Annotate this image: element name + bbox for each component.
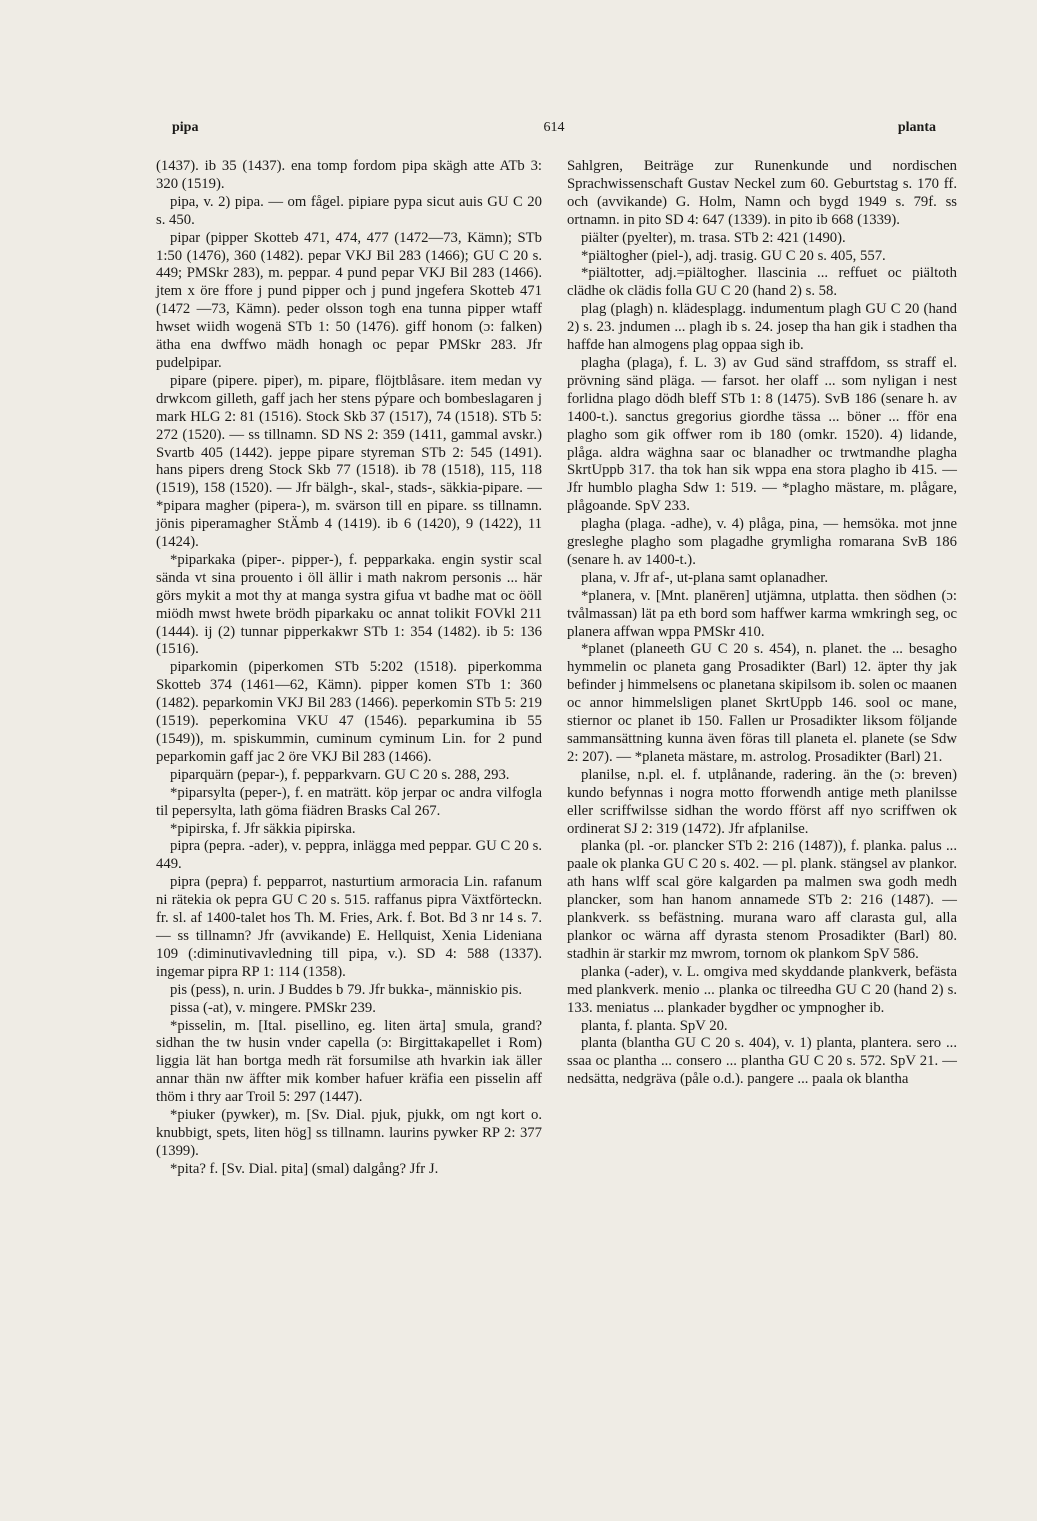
entry: *planet (planeeth GU C 20 s. 454), n. planet. the ... besagho hymmelin oc planeta gang Prosadikter (Barl) 12. äpter thy jak befinder j himmelsens oc planetana skipilsom ib. solen oc maanen oc annor himmelsligen planet SkrtUppb 146. sool oc mane, stiernor oc planet ib 150. Fallen ur Prosadikter liksom följande sammansättning kunna även föras till planeta el. planete (se Sdw 2: 207). — *planeta mästare, m. astrolog. Prosadikter (Barl) 21. — [567, 641, 957, 765]
page-header — [172, 120, 936, 142]
entry: pis (pess), n. urin. J Buddes b 79. Jfr bukka-, människio pis. — [170, 981, 523, 998]
entry: *pipirska, f. Jfr säkkia pipirska. — [170, 820, 356, 837]
entry: pipare (pipere. piper), m. pipare, flöjtblåsare. item medan vy drwkcom gilleth, gaff jach her stens pýpare och bombeslagaren j mark HLG 2: 81 (1516). Stock Skb 37 (1517), 74 (1518). STb 5: 272 (1520). — ss tillnamn. SD NS 2: 359 (1411, gammal avskr.) Svartb 405 (1442). jeppe pipare styreman STb 2: 545 (1491). hans pipers dreng Stock Skb 77 (1518). ib 78 (1518), 115, 118 (1519), 158 (1520). — Jfr bälgh-, skal-, stads-, säkkia-pipare. — *pipara magher (pipera-), m. svärson till en pipare. ss tillnamn. jönis piperamagher StÄmb 4 (1419). ib 6 (1420), 9 (1422), 11 (1424). — [156, 372, 542, 551]
entry: planta (blantha GU C 20 s. 404), v. 1) planta, plantera. sero ... ssaa oc plantha ... consero ... plantha GU C 20 s. 572. SpV 21. — nedsätta, nedgräva (påle o.d.). pangere ... paala ok blantha — [567, 1035, 957, 1088]
entry: plag (plagh) n. klädesplagg. indumentum plagh GU C 20 (hand 2) s. 23. jndumen ... plagh ib s. 24. josep tha han gik i stadhen tha haffde han almogens plag oppaa sigh ib. — [567, 301, 957, 354]
entry: *planera, v. [Mnt. planēren] utjämna, utplatta. then södhen (ɔ: tvålmassan) lät pa eth bord som haffwer karma wmkringh seg, oc planera affwan wppa PMSkr 410. — [567, 587, 957, 640]
page-number: 614 — [543, 120, 565, 135]
entry: plana, v. Jfr af-, ut-plana samt oplanadher. — [581, 569, 829, 586]
entry: *pita? f. [Sv. Dial. pita] (smal) dalgång? Jfr J. — [170, 1160, 439, 1177]
entry: pipa, v. 2) pipa. — om fågel. pipiare pypa sicut auis GU C 20 s. 450. — [156, 193, 542, 228]
entry: planka (-ader), v. L. omgiva med skyddande plankverk, befästa med plankverk. menio ... planka oc tilreedha GU C 20 (hand 2) s. 133. meniatus ... plankader bygdher oc ympnogher ib. — [567, 963, 957, 1016]
entry: planilse, n.pl. el. f. utplånande, radering. än the (ɔ: breven) kundo befynnas i nogra motto fforwendh antige meth planilsse eller scriffwilsse sidhan the wordo fförst aff nyo scriffwen ok ordinerat SJ 2: 319 (1472). Jfr afplanilse. — [567, 766, 957, 837]
entry: pipra (pepra) f. pepparrot, nasturtium armoracia Lin. rafanum ni rätekia ok pepra GU C 20 s. 515. raffanus pipra Växtförteckn. fr. sl. af 1400-talet hos Th. M. Fries, Ark. f. Bot. Bd 3 nr 14 s. 7. — ss tillnamn? Jfr (avvikande) E. Hellquist, Xenia Lideniana 109 (:diminutivavledning till pipa, v.). SD 4: 588 (1337). ingemar pipra RP 1: 114 (1358). — [156, 874, 542, 980]
entry: piälter (pyelter), m. trasa. STb 2: 421 (1490). — [581, 229, 846, 246]
entry: *piältogher (piel-), adj. trasig. GU C 20 s. 405, 557. — [581, 247, 886, 264]
entry: pipar (pipper Skotteb 471, 474, 477 (1472—73, Kämn); STb 1:50 (1476), 360 (1482). pepar VKJ Bil 283 (1466); GU C 20 s. 449; PMSkr 283), m. peppar. 4 pund pepar VKJ Bil 283 (1466). jtem x öre ffore j pund pipper och j pund jngefera Skotteb 471 (1472 —73, Kämn). peder olsson togh ena tunna pipper wtaff hwset wiidh wogenä STb 1: 50 (1476). giff honom (ɔ: falken) ätha ena dwffwo mädh honagh oc pepar PMSkr 283. Jfr pudelpipar. — [156, 229, 542, 371]
left-column — [156, 158, 542, 1179]
entry: piparquärn (pepar-), f. pepparkvarn. GU C 20 s. 288, 293. — [170, 766, 510, 783]
entry: plagha (plaga. -adhe), v. 4) plåga, pina, — hemsöka. mot jnne gresleghe plagho som plagadhe grymligha romarana SvB 186 (senare h. av 1400-t.). — [567, 516, 957, 568]
entry: planta, f. planta. SpV 20. — [581, 1017, 728, 1034]
entry: plagha (plaga), f. L. 3) av Gud sänd straffdom, ss straff el. prövning sänd pläga. — farsot. her olaff ... som nyligan i nest forlidna plago dödh bleff STb 1: 8 (1475). SvB 186 (senare h. av 1400-t.). sanctus gregorius giordhe tässa ... böner ... fför ena plagho som gik offwer rom ib 180 (omkr. 1520). 4) lidande, plåga. aldra wäghna saar oc blanadher oc trwtmandhe plagha SkrtUppb 317. tha tok han sik wppa ena stora plagho ib 415. — Jfr humblo plagha Sdw 1: 519. — *plagho mästare, m. plågare, plågoande. SpV 233. — [567, 354, 957, 515]
header-right-guide-word: planta — [897, 120, 936, 135]
right-column — [567, 158, 957, 1089]
entry: *piparkaka (piper-. pipper-), f. pepparkaka. engin systir scal sända vt sina prouento i öll ällir i math nakrom personis ... här görs mykit a mot thy at manga systra gifua vt badhe mat oc ööll miödh mwst hwete brödh piparkaku oc annat tolikit FOVkl 211 (1444). ij (2) tunnar pipperkakwr STb 1: 354 (1482). ib 5: 136 (1516). — [156, 551, 542, 658]
entry: (1437). ib 35 (1437). ena tomp fordom pipa skägh atte ATb 3: 320 (1519). — [156, 158, 542, 192]
entry: pissa (-at), v. mingere. PMSkr 239. — [170, 999, 376, 1016]
entry: *piältotter, adj.=piältogher. llascinia ... reffuet oc piältoth clädhe ok clädis folla GU C 20 (hand 2) s. 58. — [567, 265, 957, 300]
header-left-guide-word: pipa — [172, 120, 199, 135]
entry: *piparsylta (peper-), f. en maträtt. köp jerpar oc andra vilfogla til pepersylta, lath göma fiädren Brasks Cal 267. — [156, 784, 542, 819]
entry: pipra (pepra. -ader), v. peppra, inlägga med peppar. GU C 20 s. 449. — [156, 838, 542, 873]
entry: piparkomin (piperkomen STb 5:202 (1518). piperkomma Skotteb 374 (1461—62, Kämn). pipper komen STb 1: 360 (1482). peparkomin VKJ Bil 283 (1466). peperkomin STb 5: 219 (1519). peperkomina VKU 47 (1546). peparkumina ib 55 (1549)), m. spiskummin, cuminum cyminum Lin. for 2 pund peparkomin gaff jac 2 öre VKJ Bil 283 (1466). — [156, 659, 542, 765]
entry: Sahlgren, Beiträge zur Runenkunde und nordischen Sprachwissenschaft Gustav Neckel zum 60. Geburtstag s. 170 ff. och (avvikande) G. Holm, Namn och bygd 1949 s. 79f. ss ortnamn. in pito SD 4: 647 (1339). in pito ib 668 (1339). — [567, 158, 957, 228]
entry: *pisselin, m. [Ital. pisellino, eg. liten ärta] smula, grand? sidhan the tw husin vnder capella (ɔ: Birgittakapellet i Rom) liggia lät han bortga medh rät forsumilse ath hvarkin iak äller annar thän nw äffter mik komber hafuer kräfia een pisselin aff thöm i thry aar Troil 5: 297 (1447). — [156, 1017, 542, 1106]
entry: planka (pl. -or. plancker STb 2: 216 (1487)), f. planka. palus ... paale ok planka GU C 20 s. 402. — pl. plank. stängsel av plankor. ath hans wlff scal göre kalgarden pa malmen swa godh medh plancker, som han hanom annamede STb 2: 216 (1487). — plankverk. ss befästning. murana waro aff clarasta gul, alla plankor oc wärna aff dyrasta stenom Prosadikter (Barl) 80. stadhin är starkir mz mwrom, tornom ok plankom SpV 586. — [567, 838, 957, 962]
entry: *piuker (pywker), m. [Sv. Dial. pjuk, pjukk, om ngt kort o. knubbigt, spets, liten hög] ss tillnamn. laurins pywker RP 2: 377 (1399). — [156, 1107, 542, 1159]
